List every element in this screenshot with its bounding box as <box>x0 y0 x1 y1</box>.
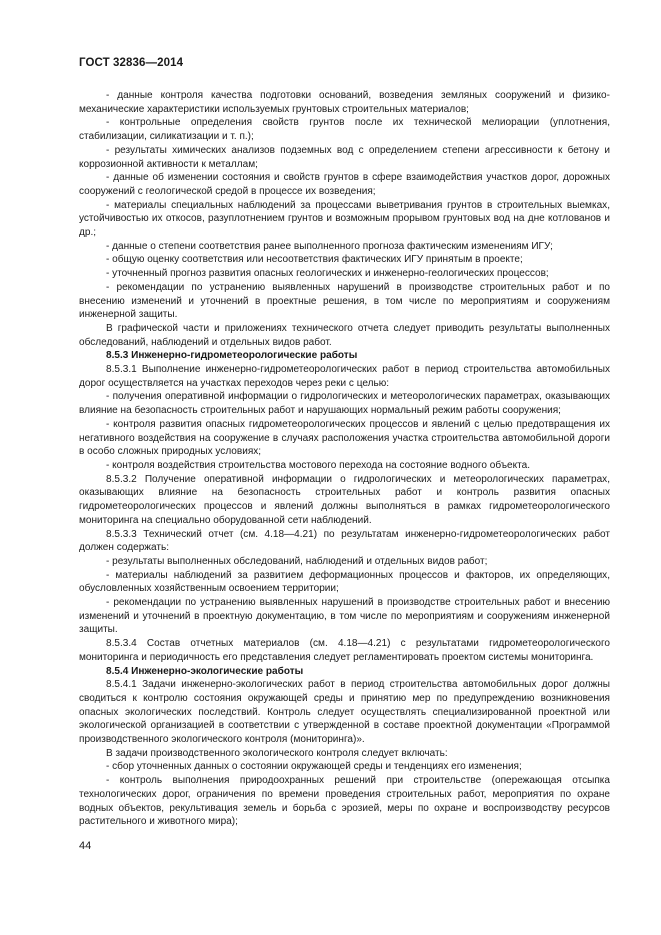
paragraph: - результаты химических анализов подземных вод с определением степени агрессивности к бетону и коррозионной активности к металлам; <box>79 144 610 170</box>
paragraph: - контроля развития опасных гидрометеорологических процессов и явлений с целью предотвращения их негативного воздействия на сооружение в случаях расположения участка строительства автомобильной дороги в особо сложных природных условиях; <box>79 418 610 458</box>
paragraph: - уточненный прогноз развития опасных геологических и инженерно-геологических процессов; <box>106 268 549 280</box>
paragraph: - рекомендации по устранению выявленных нарушений в производстве строительных работ и внесению изменений и уточнений в проектную документацию, в том числе по мероприятиям и сооружениям инженерной защиты. <box>79 597 610 636</box>
page-number: 44 <box>79 840 92 852</box>
paragraph: 8.5.3.2 Получение оперативной информации о гидрологических и метеорологических параметрах, оказывающих влияние на безопасность строительных работ и контроль развития опасных гидрометеорологических процессов и явлений должны выполняться в рамках гидрометеорологического мониторинга на специально оборудованной сети наблюдений. <box>79 473 610 526</box>
paragraph: - получения оперативной информации о гидрологических и метеорологических параметрах, оказывающих влияние на безопасность строительных работ и нарушающих нормальный режим работы сооружения; <box>79 391 610 417</box>
paragraph: 8.5.4.1 Задачи инженерно-экологических работ в период строительства автомобильных дорог должны сводиться к контролю состояния окружающей среды и принятию мер по предупреждению возникновения опасных экологических последствий. Контроль следует осуществлять специализированной проектной или экологической организацией в соответствии с утвержденной в составе проектной документации «Программой производственного экологического контроля (мониторинга)». <box>79 679 610 746</box>
paragraph: - сбор уточненных данных о состоянии окружающей среды и тенденциях его изменения; <box>106 761 522 773</box>
paragraph: - контроль выполнения природоохранных решений при строительстве (опережающая отсыпка технологических дорог, ограничения по времени проведения строительных работ, мероприятия по охране водных объектов, рекультивация земель и борьба с эрозией, меры по охране и воспроизводству ресурсов растительного и животного мира); <box>79 775 610 828</box>
paragraph: - контрольные определения свойств грунтов после их технической мелиорации (уплотнения, стабилизации, силикатизации и т. п.); <box>79 117 610 143</box>
paragraph: 8.5.3.3 Технический отчет (см. 4.18—4.21) по результатам инженерно-гидрометеорологических работ должен содержать: <box>79 528 610 554</box>
paragraph: - данные контроля качества подготовки оснований, возведения земляных сооружений и физико-механические характеристики используемых грунтовых строительных материалов; <box>79 90 610 115</box>
paragraph: 8.5.3.1 Выполнение инженерно-гидрометеорологических работ в период строительства автомобильных дорог осуществляется на участках переходов через реки с целью: <box>79 364 610 389</box>
paragraph: - данные о степени соответствия ранее выполненного прогноза фактическим изменениям ИГУ; <box>106 240 553 252</box>
paragraph: В графической части и приложениях технического отчета следует приводить результаты выполненных обследований, наблюдений и отдельных видов работ. <box>79 322 610 348</box>
paragraph: - данные об изменении состояния и свойств грунтов в сфере взаимодействия участков дорог, дорожных сооружений с геологической средой в процессе их возведения; <box>79 172 610 197</box>
document-body <box>79 89 610 829</box>
paragraph: - результаты выполненных обследований, наблюдений и отдельных видов работ; <box>106 555 488 567</box>
paragraph: В задачи производственного экологического контроля следует включать: <box>106 747 448 759</box>
document-header: ГОСТ 32836—2014 <box>79 57 184 69</box>
paragraph: - материалы наблюдений за развитием деформационных процессов и факторов, их определяющих, обусловленных хозяйственным освоением территории; <box>79 569 610 595</box>
paragraph: 8.5.3.4 Состав отчетных материалов (см. 4.18—4.21) с результатами гидрометеорологического мониторинга и периодичность его представления следует регламентировать проектом системы мониторинга. <box>79 638 610 663</box>
section-heading: 8.5.4 Инженерно-экологические работы <box>106 665 304 677</box>
section-heading: 8.5.3 Инженерно-гидрометеорологические работы <box>106 350 358 362</box>
paragraph: - общую оценку соответствия или несоответствия фактических ИГУ принятым в проекте; <box>106 254 523 266</box>
paragraph: - материалы специальных наблюдений за процессами выветривания грунтов в строительных выемках, устойчивостью их откосов, разуплотнением грунтов и возможным прорывом грунтовых вод на дне котлованов и др.; <box>79 199 610 239</box>
paragraph: - рекомендации по устранению выявленных нарушений в производстве строительных работ и по внесению изменений и уточнений в проектные решения, в том числе по мероприятиям и сооружениям инженерной защиты. <box>79 281 610 321</box>
paragraph: - контроля воздействия строительства мостового перехода на состояние водного объекта. <box>106 459 530 471</box>
